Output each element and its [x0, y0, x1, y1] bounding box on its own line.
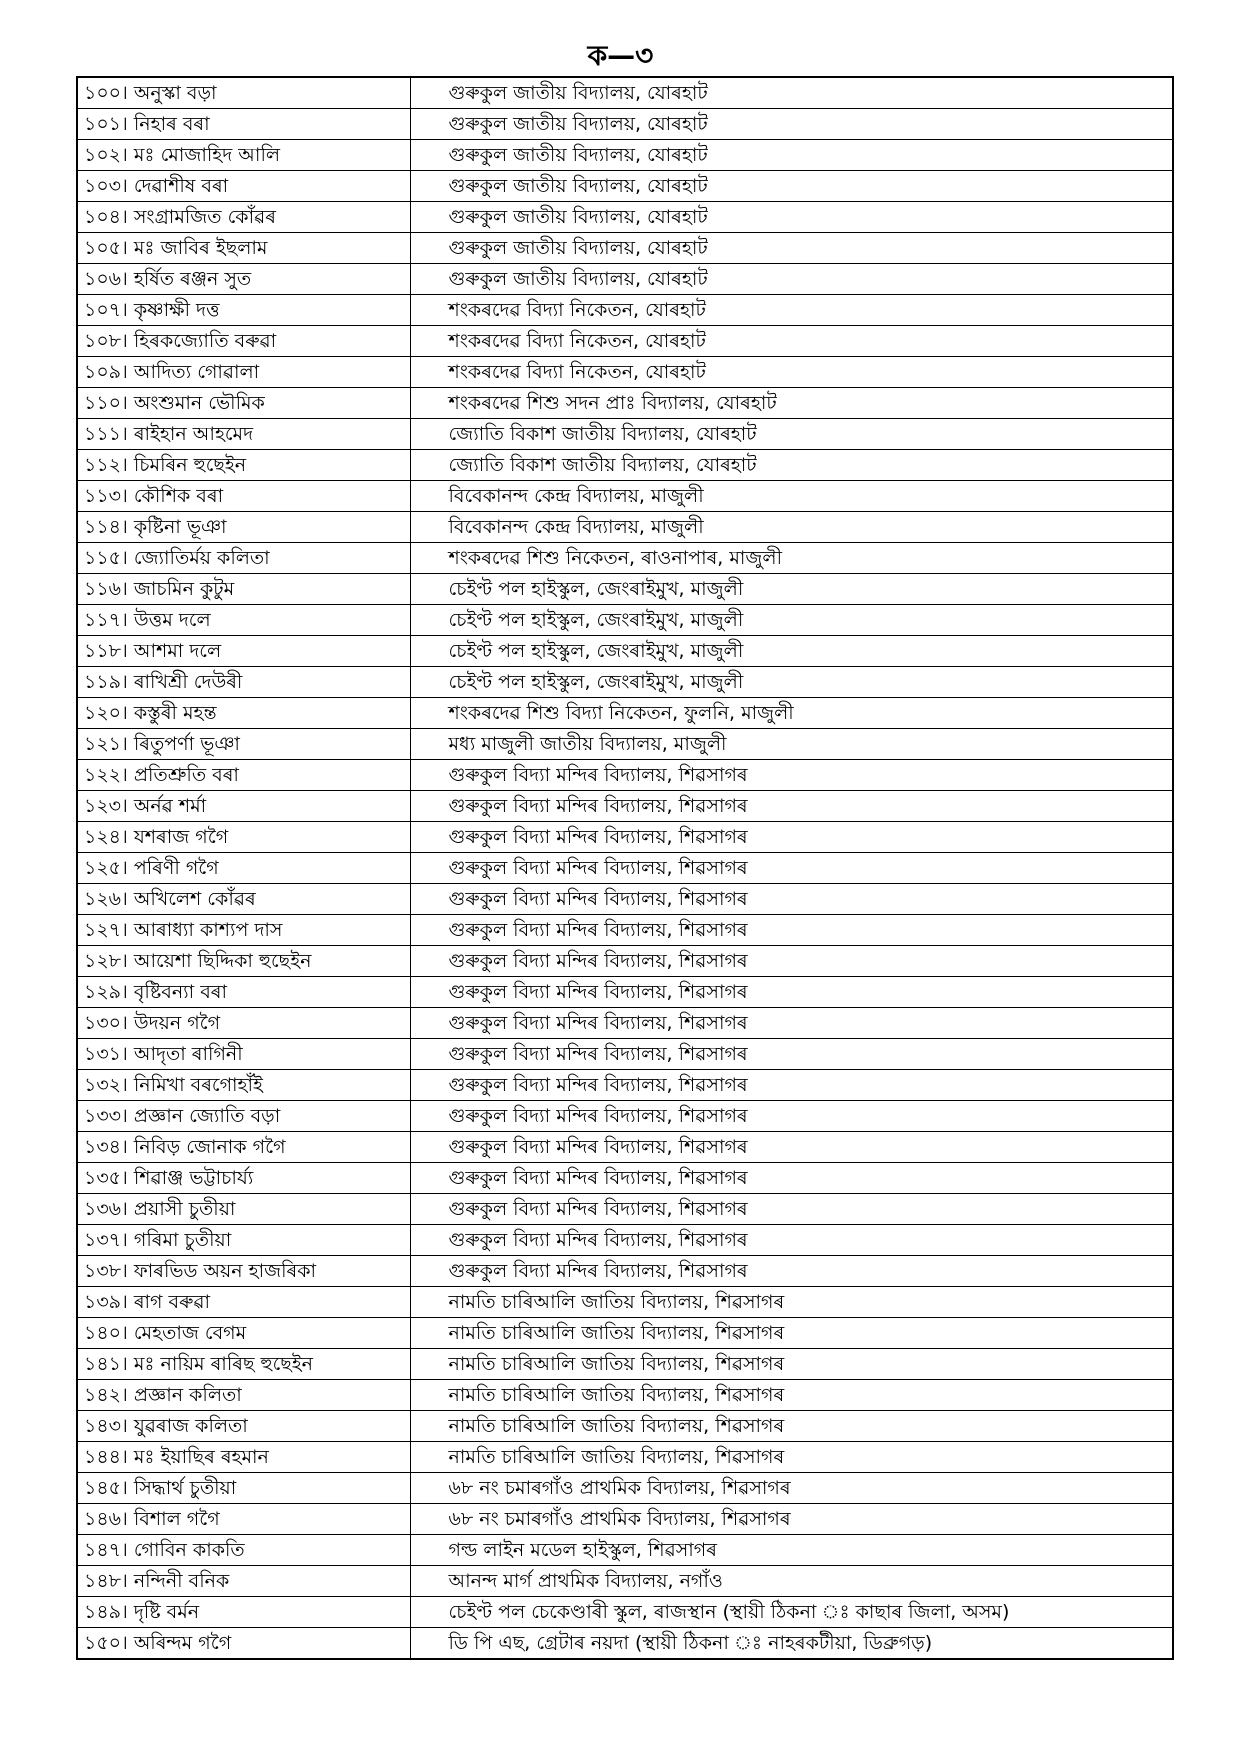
school-cell: গুৰুকুল বিদ্যা মন্দিৰ বিদ্যালয়, শিৱসাগৰ: [410, 1101, 1173, 1132]
table-row: [77, 1504, 1173, 1535]
school-cell: শংকৰদেৱ বিদ্যা নিকেতন, যোৰহাট: [410, 295, 1173, 326]
table-row: [77, 77, 1173, 109]
school-cell: গুৰুকুল বিদ্যা মন্দিৰ বিদ্যালয়, শিৱসাগৰ: [410, 1256, 1173, 1287]
table-row: [77, 977, 1173, 1008]
school-cell: গুৰুকুল জাতীয় বিদ্যালয়, যোৰহাট: [410, 264, 1173, 295]
school-cell: আনন্দ মাৰ্গ প্ৰাথমিক বিদ্যালয়, নগাঁও: [410, 1566, 1173, 1597]
table-row: [77, 760, 1173, 791]
table-row: [77, 915, 1173, 946]
school-cell: শংকৰদেৱ বিদ্যা নিকেতন, যোৰহাট: [410, 326, 1173, 357]
table-row: [77, 1318, 1173, 1349]
school-cell: গুৰুকুল বিদ্যা মন্দিৰ বিদ্যালয়, শিৱসাগৰ: [410, 822, 1173, 853]
participant-name-cell: ১৩৫। শিৱাঞ্জ ভট্টাচাৰ্য্য: [77, 1163, 410, 1194]
school-cell: নামতি চাৰিআলি জাতিয় বিদ্যালয়, শিৱসাগৰ: [410, 1318, 1173, 1349]
table-row: [77, 171, 1173, 202]
school-cell: শংকৰদেৱ বিদ্যা নিকেতন, যোৰহাট: [410, 357, 1173, 388]
table-row: [77, 1442, 1173, 1473]
participant-name-cell: ১৩৩। প্ৰজ্ঞান জ্যোতি বড়া: [77, 1101, 410, 1132]
school-cell: বিবেকানন্দ কেন্দ্ৰ বিদ্যালয়, মাজুলী: [410, 512, 1173, 543]
school-cell: নামতি চাৰিআলি জাতিয় বিদ্যালয়, শিৱসাগৰ: [410, 1380, 1173, 1411]
participant-name-cell: ১২৭। আৰাধ্যা কাশ্যপ দাস: [77, 915, 410, 946]
table-row: [77, 264, 1173, 295]
page-heading: ক—৩: [587, 39, 654, 72]
participant-name-cell: ১১৮। আশমা দলে: [77, 636, 410, 667]
table-row: [77, 791, 1173, 822]
school-cell: গুৰুকুল বিদ্যা মন্দিৰ বিদ্যালয়, শিৱসাগৰ: [410, 915, 1173, 946]
school-cell: গুৰুকুল জাতীয় বিদ্যালয়, যোৰহাট: [410, 77, 1173, 109]
school-cell: গুৰুকুল বিদ্যা মন্দিৰ বিদ্যালয়, শিৱসাগৰ: [410, 853, 1173, 884]
school-cell: শংকৰদেৱ শিশু সদন প্ৰাঃ বিদ্যালয়, যোৰহাট: [410, 388, 1173, 419]
participant-name-cell: ১১৪। কৃষ্টিনা ভূঞা: [77, 512, 410, 543]
school-cell: গুৰুকুল বিদ্যা মন্দিৰ বিদ্যালয়, শিৱসাগৰ: [410, 884, 1173, 915]
table-row: [77, 1349, 1173, 1380]
participant-name-cell: ১১২। চিমৰিন হুছেইন: [77, 450, 410, 481]
school-cell: নামতি চাৰিআলি জাতিয় বিদ্যালয়, শিৱসাগৰ: [410, 1287, 1173, 1318]
participant-name-cell: ১২৮। আয়েশা ছিদ্দিকা হুছেইন: [77, 946, 410, 977]
participant-name-cell: ১৪৬। বিশাল গগৈ: [77, 1504, 410, 1535]
school-cell: চেইণ্ট পল চেকেণ্ডাৰী স্কুল, ৰাজস্থান (স্থায়ী ঠিকনা ঃ কাছাৰ জিলা, অসম): [410, 1597, 1173, 1628]
table-row: [77, 1008, 1173, 1039]
participant-name-cell: ১৩১। আদৃতা ৰাগিনী: [77, 1039, 410, 1070]
school-cell: গুৰুকুল বিদ্যা মন্দিৰ বিদ্যালয়, শিৱসাগৰ: [410, 1008, 1173, 1039]
school-cell: গুৰুকুল জাতীয় বিদ্যালয়, যোৰহাট: [410, 140, 1173, 171]
table-row: [77, 512, 1173, 543]
table-row: [77, 1256, 1173, 1287]
school-cell: চেইণ্ট পল হাইস্কুল, জেংৰাইমুখ, মাজুলী: [410, 667, 1173, 698]
school-cell: নামতি চাৰিআলি জাতিয় বিদ্যালয়, শিৱসাগৰ: [410, 1442, 1173, 1473]
participant-name-cell: ১০৭। কৃষ্ণাক্ষী দত্ত: [77, 295, 410, 326]
participant-table: [76, 76, 1174, 1660]
participant-name-cell: ১২০। কস্তুৰী মহন্ত: [77, 698, 410, 729]
participant-name-cell: ১১৯। ৰাখিশ্ৰী দেউৰী: [77, 667, 410, 698]
participant-name-cell: ১৪৯। দৃষ্টি বৰ্মন: [77, 1597, 410, 1628]
table-row: [77, 388, 1173, 419]
table-row: [77, 450, 1173, 481]
school-cell: চেইণ্ট পল হাইস্কুল, জেংৰাইমুখ, মাজুলী: [410, 605, 1173, 636]
school-cell: গুৰুকুল জাতীয় বিদ্যালয়, যোৰহাট: [410, 202, 1173, 233]
table-row: [77, 605, 1173, 636]
participant-name-cell: ১৪৭। গোবিন কাকতি: [77, 1535, 410, 1566]
participant-name-cell: ১২৫। পৰিণী গগৈ: [77, 853, 410, 884]
table-row: [77, 1535, 1173, 1566]
participant-name-cell: ১০৬। হৰ্ষিত ৰঞ্জন সুত: [77, 264, 410, 295]
school-cell: গুৰুকুল বিদ্যা মন্দিৰ বিদ্যালয়, শিৱসাগৰ: [410, 977, 1173, 1008]
participant-name-cell: ১২৩। অৰ্নৱ শৰ্মা: [77, 791, 410, 822]
participant-name-cell: ১০১। নিহাৰ বৰা: [77, 109, 410, 140]
participant-name-cell: ১৩২। নিমিখা বৰগোহাঁই: [77, 1070, 410, 1101]
school-cell: গুৰুকুল জাতীয় বিদ্যালয়, যোৰহাট: [410, 233, 1173, 264]
school-cell: গল্ড লাইন মডেল হাইস্কুল, শিৱসাগৰ: [410, 1535, 1173, 1566]
participant-name-cell: ১৩৭। গৰিমা চুতীয়া: [77, 1225, 410, 1256]
participant-name-cell: ১১০। অংশুমান ভৌমিক: [77, 388, 410, 419]
school-cell: গুৰুকুল জাতীয় বিদ্যালয়, যোৰহাট: [410, 171, 1173, 202]
table-row: [77, 1473, 1173, 1504]
table-row: [77, 1411, 1173, 1442]
participant-name-cell: ১০০। অনুস্কা বড়া: [77, 77, 410, 109]
table-row: [77, 1225, 1173, 1256]
school-cell: গুৰুকুল বিদ্যা মন্দিৰ বিদ্যালয়, শিৱসাগৰ: [410, 1194, 1173, 1225]
participant-name-cell: ১১৭। উত্তম দলে: [77, 605, 410, 636]
table-row: [77, 1194, 1173, 1225]
table-row: [77, 1380, 1173, 1411]
table-row: [77, 1132, 1173, 1163]
school-cell: গুৰুকুল বিদ্যা মন্দিৰ বিদ্যালয়, শিৱসাগৰ: [410, 1070, 1173, 1101]
school-cell: চেইণ্ট পল হাইস্কুল, জেংৰাইমুখ, মাজুলী: [410, 636, 1173, 667]
school-cell: গুৰুকুল জাতীয় বিদ্যালয়, যোৰহাট: [410, 109, 1173, 140]
school-cell: জ্যোতি বিকাশ জাতীয় বিদ্যালয়, যোৰহাট: [410, 450, 1173, 481]
participant-name-cell: ১৫০। অৰিন্দম গগৈ: [77, 1628, 410, 1660]
school-cell: মধ্য মাজুলী জাতীয় বিদ্যালয়, মাজুলী: [410, 729, 1173, 760]
table-row: [77, 574, 1173, 605]
table-row: [77, 1566, 1173, 1597]
participant-name-cell: ১০২। মঃ মোজাহিদ আলি: [77, 140, 410, 171]
participant-name-cell: ১২১। ৰিতুপৰ্ণা ভূঞা: [77, 729, 410, 760]
school-cell: ডি পি এছ, গ্ৰেটাৰ নয়দা (স্থায়ী ঠিকনা ঃ নাহৰকটীয়া, ডিব্ৰুগড়): [410, 1628, 1173, 1660]
participant-name-cell: ১২২। প্ৰতিশ্ৰুতি বৰা: [77, 760, 410, 791]
school-cell: শংকৰদেৱ শিশু বিদ্যা নিকেতন, ফুলনি, মাজুলী: [410, 698, 1173, 729]
table-row: [77, 698, 1173, 729]
participant-name-cell: ১৩০। উদয়ন গগৈ: [77, 1008, 410, 1039]
school-cell: গুৰুকুল বিদ্যা মন্দিৰ বিদ্যালয়, শিৱসাগৰ: [410, 760, 1173, 791]
table-row: [77, 1039, 1173, 1070]
table-row: [77, 1287, 1173, 1318]
participant-name-cell: ১৪৪। মঃ ইয়াছিৰ ৰহমান: [77, 1442, 410, 1473]
participant-name-cell: ১১৬। জাচমিন কুটুম: [77, 574, 410, 605]
table-row: [77, 233, 1173, 264]
table-row: [77, 140, 1173, 171]
table-row: [77, 1070, 1173, 1101]
table-row: [77, 1628, 1173, 1660]
participant-name-cell: ১৪১। মঃ নায়িম ৰাৰিছ হুছেইন: [77, 1349, 410, 1380]
participant-name-cell: ১২৪। যশৰাজ গগৈ: [77, 822, 410, 853]
school-cell: শংকৰদেৱ শিশু নিকেতন, ৰাওনাপাৰ, মাজুলী: [410, 543, 1173, 574]
table-row: [77, 295, 1173, 326]
participant-name-cell: ১১৫। জ্যোতিৰ্ময় কলিতা: [77, 543, 410, 574]
school-cell: বিবেকানন্দ কেন্দ্ৰ বিদ্যালয়, মাজুলী: [410, 481, 1173, 512]
table-row: [77, 357, 1173, 388]
school-cell: গুৰুকুল বিদ্যা মন্দিৰ বিদ্যালয়, শিৱসাগৰ: [410, 791, 1173, 822]
school-cell: নামতি চাৰিআলি জাতিয় বিদ্যালয়, শিৱসাগৰ: [410, 1349, 1173, 1380]
table-row: [77, 636, 1173, 667]
participant-name-cell: ১০৯। আদিত্য গোৱালা: [77, 357, 410, 388]
participant-name-cell: ১৪২। প্ৰজ্ঞান কলিতা: [77, 1380, 410, 1411]
participant-name-cell: ১৪০। মেহতাজ বেগম: [77, 1318, 410, 1349]
table-row: [77, 1597, 1173, 1628]
school-cell: জ্যোতি বিকাশ জাতীয় বিদ্যালয়, যোৰহাট: [410, 419, 1173, 450]
school-cell: ৬৮ নং চমাৰগাঁও প্ৰাথমিক বিদ্যালয়, শিৱসাগৰ: [410, 1473, 1173, 1504]
table-row: [77, 667, 1173, 698]
participant-name-cell: ১০৫। মঃ জাবিৰ ইছলাম: [77, 233, 410, 264]
table-row: [77, 419, 1173, 450]
participant-name-cell: ১২৯। বৃষ্টিবন্যা বৰা: [77, 977, 410, 1008]
table-row: [77, 1101, 1173, 1132]
table-row: [77, 202, 1173, 233]
participant-name-cell: ১৩৪। নিবিড় জোনাক গগৈ: [77, 1132, 410, 1163]
participant-name-cell: ১৩৬। প্ৰয়াসী চুতীয়া: [77, 1194, 410, 1225]
table-row: [77, 109, 1173, 140]
table-row: [77, 946, 1173, 977]
table-row: [77, 729, 1173, 760]
school-cell: নামতি চাৰিআলি জাতিয় বিদ্যালয়, শিৱসাগৰ: [410, 1411, 1173, 1442]
table-row: [77, 1163, 1173, 1194]
school-cell: চেইণ্ট পল হাইস্কুল, জেংৰাইমুখ, মাজুলী: [410, 574, 1173, 605]
participant-name-cell: ১১১। ৰাইহান আহমেদ: [77, 419, 410, 450]
school-cell: গুৰুকুল বিদ্যা মন্দিৰ বিদ্যালয়, শিৱসাগৰ: [410, 1225, 1173, 1256]
school-cell: গুৰুকুল বিদ্যা মন্দিৰ বিদ্যালয়, শিৱসাগৰ: [410, 946, 1173, 977]
participant-name-cell: ১০৮। হিৰকজ্যোতি বৰুৱা: [77, 326, 410, 357]
participant-name-cell: ১০৪। সংগ্ৰামজিত কোঁৱৰ: [77, 202, 410, 233]
participant-table-body: [77, 77, 1173, 1659]
table-row: [77, 853, 1173, 884]
table-row: [77, 884, 1173, 915]
participant-name-cell: ১২৬। অখিলেশ কোঁৱৰ: [77, 884, 410, 915]
table-row: [77, 481, 1173, 512]
participant-name-cell: ১৪৮। নন্দিনী বনিক: [77, 1566, 410, 1597]
participant-name-cell: ১০৩। দেৱাশীষ বৰা: [77, 171, 410, 202]
table-row: [77, 543, 1173, 574]
school-cell: গুৰুকুল বিদ্যা মন্দিৰ বিদ্যালয়, শিৱসাগৰ: [410, 1163, 1173, 1194]
participant-name-cell: ১৩৯। ৰাগ বৰুৱা: [77, 1287, 410, 1318]
participant-name-cell: ১৩৮। ফাৰভিড অয়ন হাজৰিকা: [77, 1256, 410, 1287]
school-cell: গুৰুকুল বিদ্যা মন্দিৰ বিদ্যালয়, শিৱসাগৰ: [410, 1132, 1173, 1163]
table-row: [77, 326, 1173, 357]
table-row: [77, 822, 1173, 853]
participant-name-cell: ১১৩। কৌশিক বৰা: [77, 481, 410, 512]
school-cell: ৬৮ নং চমাৰগাঁও প্ৰাথমিক বিদ্যালয়, শিৱসাগৰ: [410, 1504, 1173, 1535]
participant-name-cell: ১৪৫। সিদ্ধাৰ্থ চুতীয়া: [77, 1473, 410, 1504]
school-cell: গুৰুকুল বিদ্যা মন্দিৰ বিদ্যালয়, শিৱসাগৰ: [410, 1039, 1173, 1070]
participant-name-cell: ১৪৩। যুৱৰাজ কলিতা: [77, 1411, 410, 1442]
